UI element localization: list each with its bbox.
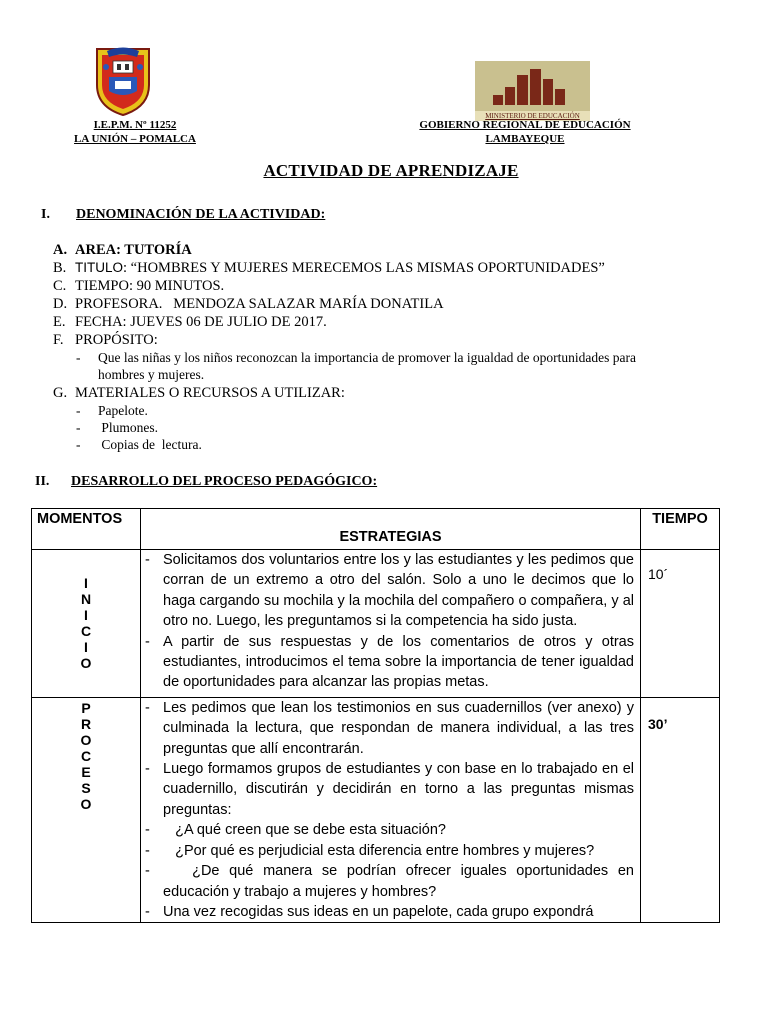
table-row: [32, 697, 720, 922]
purpose-line-1: Que las niñas y los niños reconozcan la importancia de promover la igualdad de oportunidades para: [98, 350, 636, 365]
moment-inicio: [32, 550, 141, 698]
gov-line-2: LAMBAYEQUE: [485, 133, 565, 145]
item-a-text: AREA: TUTORÍA: [75, 242, 192, 258]
moment-proceso: [32, 697, 141, 922]
government-name: [400, 118, 650, 146]
section-2-title: DESARROLLO DEL PROCESO PEDAGÓGICO:: [71, 474, 378, 489]
moment-inicio-label: I N I C I O: [80, 575, 92, 672]
table-header-row: [32, 509, 720, 550]
item-d-text: PROFESORA. MENDOZA SALAZAR MARÍA DONATILA: [75, 296, 444, 312]
materials-list: [76, 402, 202, 453]
item-g: [53, 384, 345, 402]
header-momentos: MOMENTOS: [32, 509, 141, 550]
section-1-number: I.: [41, 207, 50, 222]
time-inicio: 10´: [641, 550, 720, 698]
header-estrategias: ESTRATEGIAS: [141, 509, 641, 550]
item-b: [53, 259, 605, 277]
table-row: [32, 550, 720, 698]
list-item: - A partir de sus respuestas y de los comentarios de otros y otras estudiantes, introducimos el tema sobre la importancia de tener igualdad de oportunidades para alcanzar las propias metas.: [145, 633, 634, 691]
purpose-text: [76, 349, 716, 383]
item-b-label: TITULO: [75, 260, 124, 275]
item-c-text: TIEMPO: 90 MINUTOS.: [75, 278, 225, 294]
item-e-letter: E.: [53, 314, 66, 330]
item-c-letter: C.: [53, 278, 67, 294]
purpose-line-2: hombres y mujeres.: [98, 367, 205, 382]
item-g-text: MATERIALES O RECURSOS A UTILIZAR:: [75, 385, 345, 401]
strategies-proceso: [141, 697, 641, 922]
page-title: ACTIVIDAD DE APRENDIZAJE: [263, 161, 519, 180]
item-b-letter: B.: [53, 260, 67, 276]
gov-line-1: GOBIERNO REGIONAL DE EDUCACIÓN: [419, 119, 631, 131]
list-item: - Solicitamos dos voluntarios entre los y las estudiantes y les pedimos que corran de un extremo a otro del salón. Solo a uno le decimos que lo haga cargando su mochila y la mochila del compañero o compañera, y al otro no. Luego, les preguntamos si la competencia ha sido justa.: [145, 552, 634, 630]
header-tiempo: TIEMPO: [641, 509, 720, 550]
item-a-letter: A.: [53, 242, 68, 258]
item-c: [53, 277, 224, 295]
item-d-letter: D.: [53, 296, 68, 312]
item-f-letter: F.: [53, 332, 64, 348]
list-item: - ¿A qué creen que se debe esta situación?: [145, 822, 446, 839]
list-item: - Plumones.: [76, 420, 159, 435]
list-item: - Una vez recogidas sus ideas en un papelote, cada grupo expondrá: [145, 903, 594, 920]
dash: -: [76, 350, 81, 365]
section-1-title: DENOMINACIÓN DE LA ACTIVIDAD:: [76, 207, 326, 222]
item-e: [53, 313, 327, 331]
list-item: - Luego formamos grupos de estudiantes y con base en lo trabajado en el cuadernillo, discutirán y decidirán en torno a las preguntas mismas preguntas:: [145, 761, 634, 818]
time-proceso: 30’: [641, 697, 720, 922]
strategies-inicio: [141, 550, 641, 698]
school-line-1: I.E.P.M. Nº 11252: [93, 119, 177, 131]
school-name: [60, 118, 210, 146]
item-f-text: PROPÓSITO:: [75, 332, 158, 348]
item-e-text: FECHA: JUEVES 06 DE JULIO DE 2017.: [75, 314, 327, 330]
pedagogic-process-table: [31, 508, 720, 923]
ministry-logo-text: MINISTERIO DE EDUCACIÓN: [475, 111, 590, 121]
list-item: - Copias de lectura.: [76, 437, 202, 452]
school-crest-logo: [93, 45, 153, 117]
item-f: [53, 331, 158, 349]
ministry-logo: [475, 61, 590, 121]
list-item: - ¿Por qué es perjudicial esta diferencia entre hombres y mujeres?: [145, 842, 595, 859]
item-b-text: : “HOMBRES Y MUJERES MERECEMOS LAS MISMAS OPORTUNIDADES”: [123, 260, 605, 276]
list-item: - ¿De qué manera se podrían ofrecer iguales oportunidades en educación y trabajo a mujeres y hombres?: [145, 863, 639, 900]
moment-proceso-label: P R O C E S O: [80, 699, 92, 812]
list-item: - Les pedimos que lean los testimonios en sus cuadernillos (ver anexo) y culminada la lectura, que respondan de manera individual, a las tres preguntas que allí encontrarán.: [145, 699, 634, 757]
item-g-letter: G.: [53, 385, 68, 401]
section-2-number: II.: [35, 474, 50, 489]
item-a: [53, 241, 192, 259]
list-item: - Papelote.: [76, 403, 148, 418]
section-1-heading: [41, 207, 326, 223]
item-d: [53, 295, 444, 313]
section-2-heading: [35, 474, 378, 490]
school-line-2: LA UNIÓN – POMALCA: [74, 133, 196, 145]
